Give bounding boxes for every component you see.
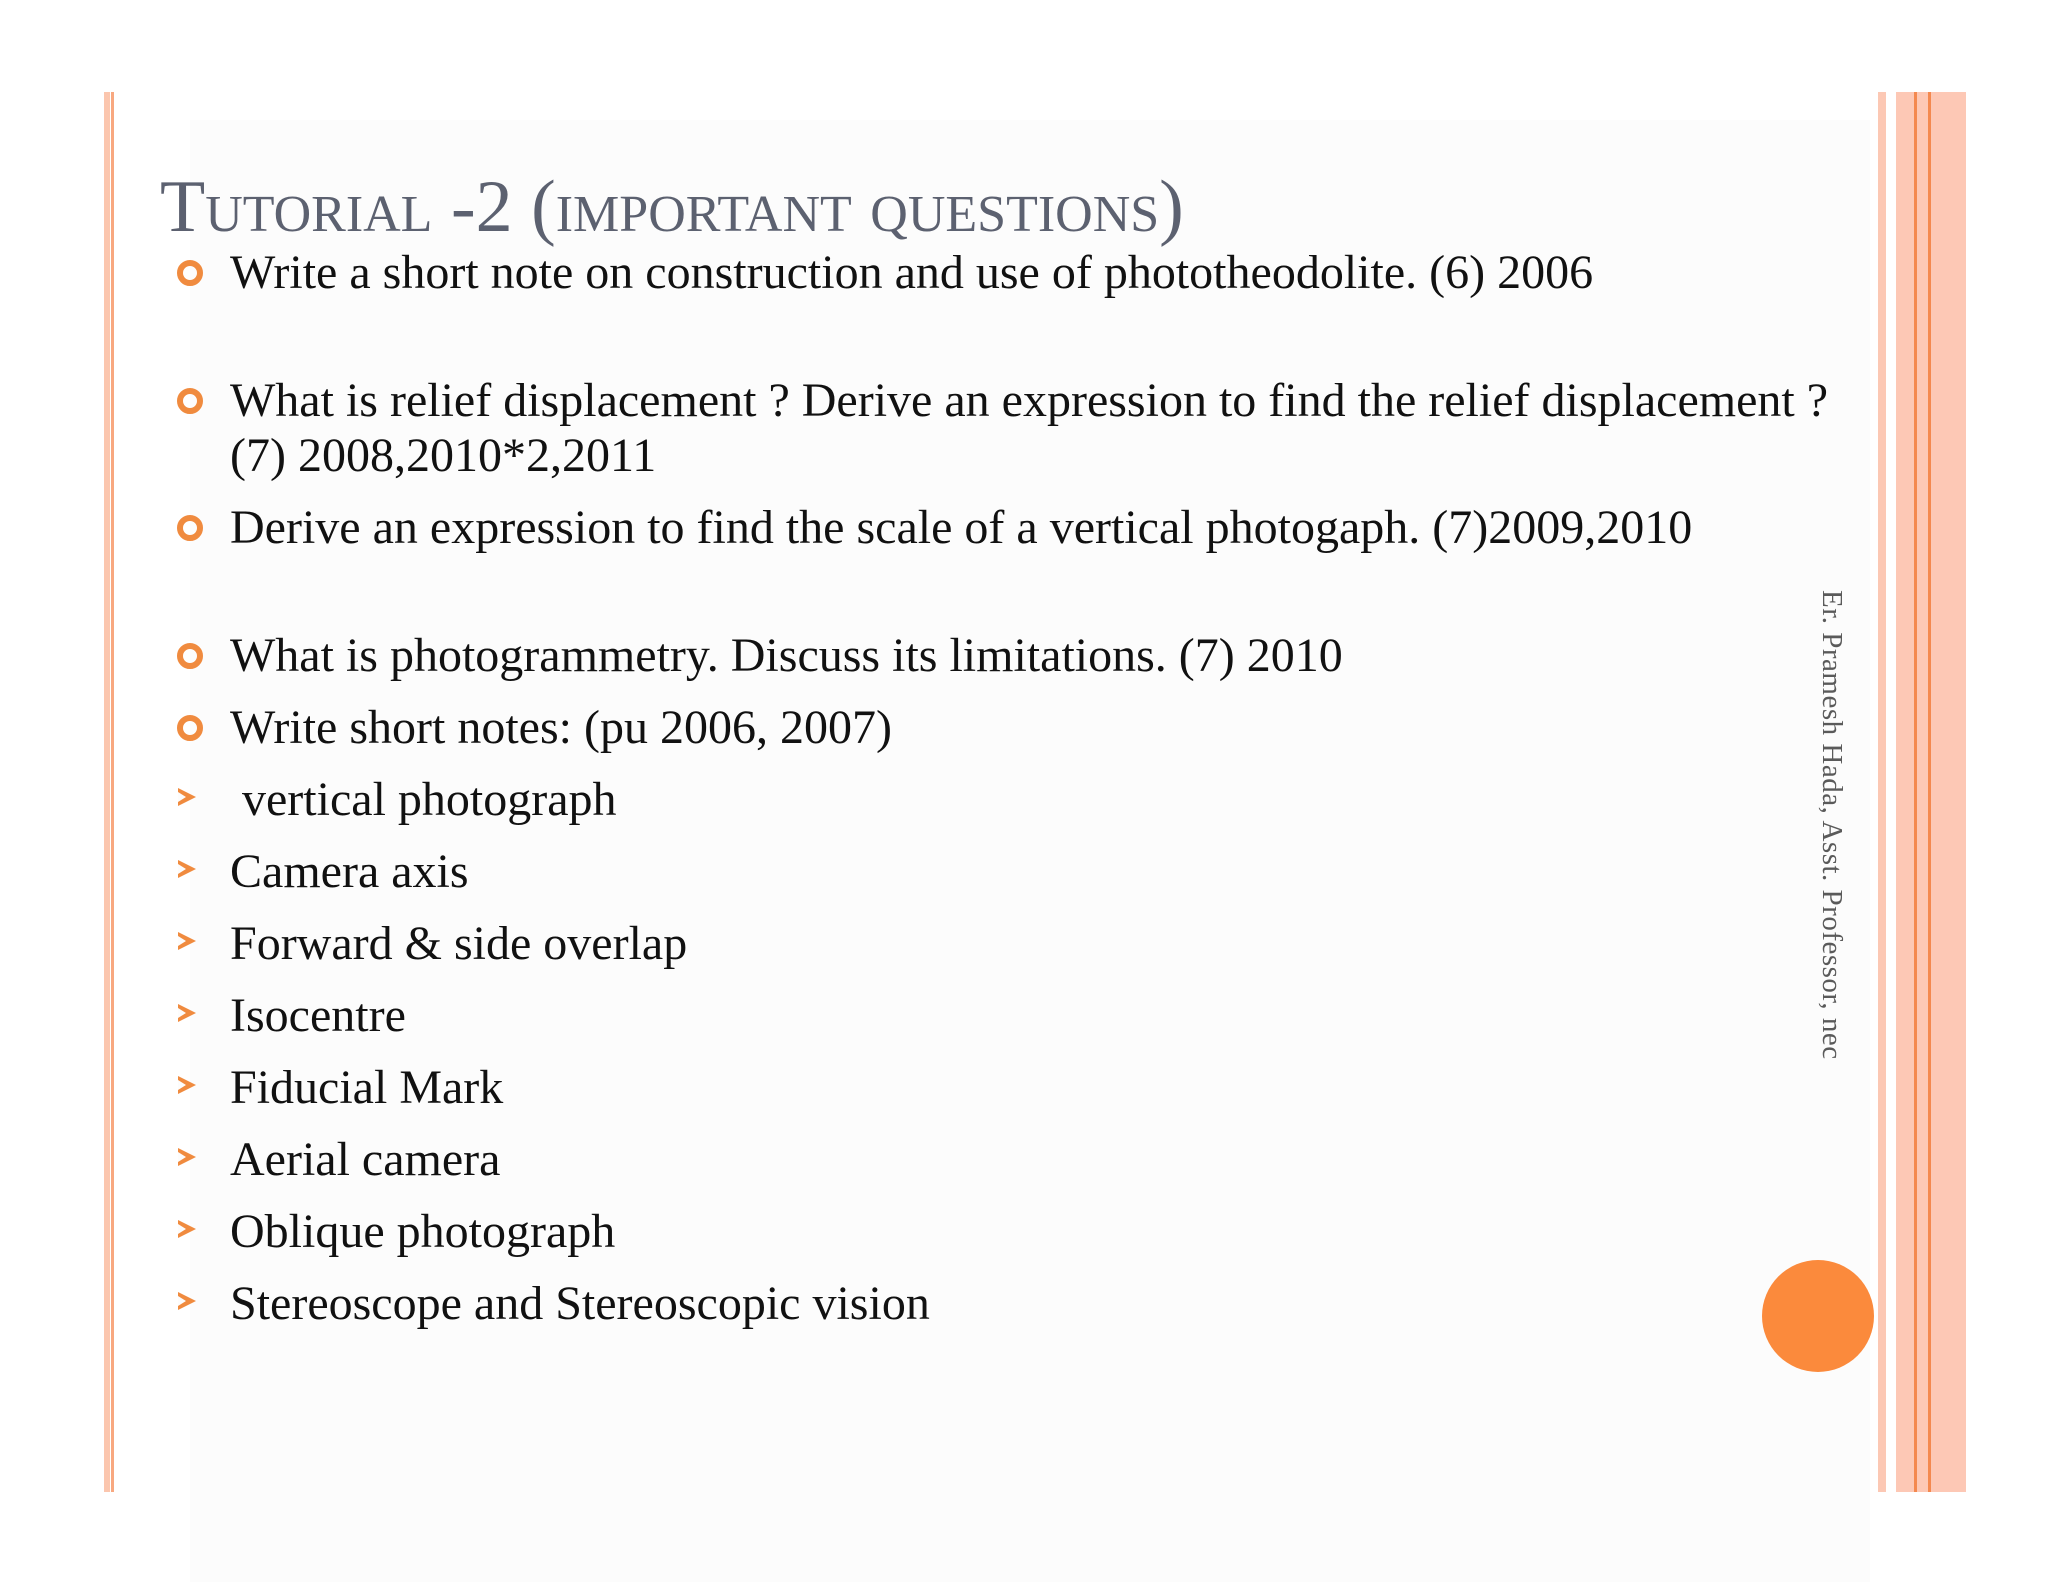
arrow-bullet-icon [178,932,196,950]
list-item-text: Fiducial Mark [230,1061,504,1114]
list-item-text: Camera axis [230,845,469,898]
arrow-bullet-icon [178,1076,196,1094]
list-item-text: Derive an expression to find the scale of a vertical photogaph. (7)2009,2010 [230,501,1693,554]
list-item-text: Write a short note on construction and use of phototheodolite. (6) 2006 [230,246,1594,299]
arrow-bullet-icon [178,860,196,878]
list-item-text: Isocentre [230,989,406,1042]
list-item-text: What is relief displacement ? Derive an expression to find the relief displacement ? (7) 2008,2010*2,2011 [230,374,1829,482]
arrow-bullet-icon [178,1004,196,1022]
list-item-text: What is photogrammetry. Discuss its limitations. (7) 2010 [230,629,1343,682]
arrow-bullet-icon [178,1292,196,1310]
list-item [230,1276,1850,1331]
list-item [230,700,1850,755]
circle-bullet-icon [177,260,203,286]
circle-bullet-icon [177,643,203,669]
list-item [230,1060,1850,1115]
arrow-bullet-icon [178,788,196,806]
list-item [230,916,1850,971]
list-item-text: Oblique photograph [230,1205,616,1258]
list-item-text: Aerial camera [230,1133,501,1186]
list-item [230,628,1850,683]
list-item [230,245,1850,300]
list-item-text: Stereoscope and Stereoscopic vision [230,1277,930,1330]
list-item-text: Write short notes: (pu 2006, 2007) [230,701,892,754]
circle-bullet-icon [177,715,203,741]
arrow-bullet-icon [178,1148,196,1166]
arrow-bullet-icon [178,1220,196,1238]
list-item [230,1132,1850,1187]
list-item-text: vertical photograph [230,773,617,826]
list-item [230,988,1850,1043]
list-item-text: Forward & side overlap [230,917,688,970]
circle-bullet-icon [177,515,203,541]
list-item [230,373,1850,483]
list-item [230,772,1850,827]
list-item [230,1204,1850,1259]
circle-bullet-icon [177,388,203,414]
list-item [230,500,1850,555]
author-credit: Er. Pramesh Hada, Asst. Professor, nec [1816,590,1848,1060]
list-item [230,844,1850,899]
slide-title: Tutorial -2 (important questions) [160,166,1184,248]
